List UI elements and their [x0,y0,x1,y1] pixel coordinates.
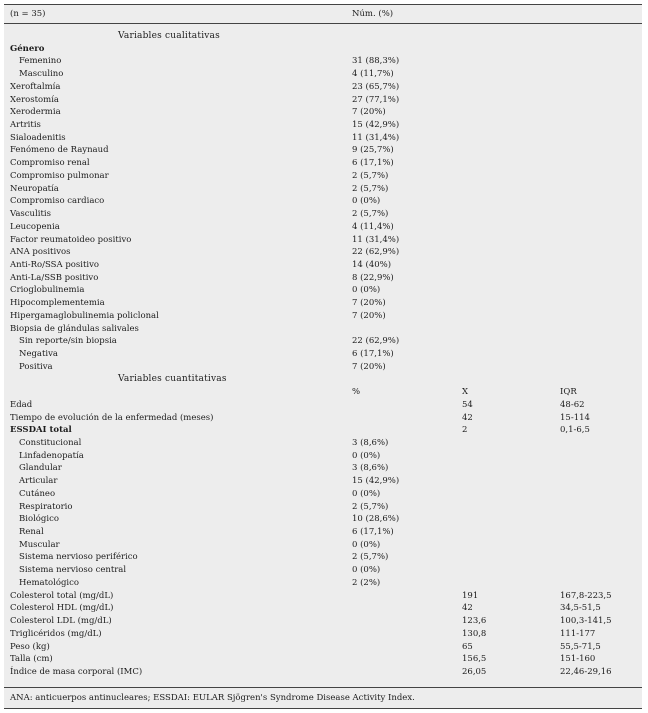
cell-count-percent: 7 (20%) [352,107,386,118]
cell-count-percent: % [352,387,361,398]
cell-mean: 54 [462,399,473,410]
table-row [4,335,642,348]
row-label: Xeroftalmía [10,81,61,92]
row-label: Triglicéridos (mg/dL) [10,628,102,639]
cell-mean: 26,05 [462,666,487,677]
table-row [4,488,642,501]
table-row [4,513,642,526]
row-label: Constitucional [19,438,82,448]
row-label: Anti-La/SSB positivo [10,272,99,283]
row-label: Sin reporte/sin biopsia [19,336,117,347]
table-row [4,475,642,488]
cell-count-percent: 8 (22,9%) [352,272,394,283]
table-body [4,30,642,679]
table-row [4,653,642,666]
row-label: Factor reumatoideo positivo [10,234,132,245]
cell-count-percent: 0 (0%) [352,565,381,576]
table-row [4,106,642,119]
table-row [4,424,642,437]
table-row [4,259,642,272]
cell-count-percent: 0 (0%) [352,196,381,207]
cell-count-percent: 6 (17,1%) [352,348,394,359]
cell-count-percent: 11 (31,4%) [352,132,400,143]
cell-count-percent: 0 (0%) [352,285,381,296]
footnote-text: ANA: anticuerpos antinucleares; ESSDAI: EULAR Sjögren's Syndrome Disease Activity Index. [10,693,415,703]
table-footnote [4,687,642,709]
row-label: Neuropatía [10,183,59,194]
cell-iqr: 34,5-51,5 [560,603,601,614]
row-label: Hipocomplementemia [10,298,105,309]
table-row [4,55,642,68]
row-label: Crioglobulinemia [10,285,85,296]
row-label: Sistema nervioso periférico [19,552,138,563]
cell-mean: 2 [462,425,468,436]
cell-count-percent: 2 (2%) [352,577,381,588]
row-label: Linfadenopatía [19,450,84,461]
table-row [4,208,642,221]
row-label: Fenómeno de Raynaud [10,145,109,156]
cell-mean: 65 [462,641,473,652]
data-table [4,4,642,709]
cell-mean: 123,6 [462,616,487,627]
table-row [4,183,642,196]
table-row [4,564,642,577]
table-row [4,94,642,107]
table-row [4,297,642,310]
row-label: Hipergamaglobulinemia policlonal [10,310,159,321]
table-row [4,246,642,259]
cell-count-percent: 23 (65,7%) [352,81,400,92]
cell-count-percent: 14 (40%) [352,259,392,270]
table-row [4,272,642,285]
table-row [4,361,642,374]
cell-iqr: 55,5-71,5 [560,641,601,652]
cell-iqr: 151-160 [560,654,596,665]
table-row [4,119,642,132]
cell-count-percent: 15 (42,9%) [352,120,400,131]
table-row [4,577,642,590]
row-label: Cutáneo [19,488,56,499]
table-row [4,399,642,412]
cell-count-percent: 9 (25,7%) [352,145,394,156]
table-row [4,310,642,323]
table-row [4,501,642,514]
row-label: Colesterol HDL (mg/dL) [10,603,114,614]
row-label: Negativa [19,348,58,359]
row-label: Vasculitis [10,209,51,220]
table-row [4,144,642,157]
cell-count-percent: 3 (8,6%) [352,438,389,448]
row-label: Edad [10,399,33,410]
table-row [4,602,642,615]
cell-iqr: 100,3-141,5 [560,616,612,627]
cell-iqr: 15-114 [560,412,590,423]
table-row [4,539,642,552]
table-row [4,386,642,399]
row-label: Colesterol total (mg/dL) [10,590,114,601]
row-label: Xerostomía [10,94,60,105]
row-label: Colesterol LDL (mg/dL) [10,616,112,627]
cell-iqr: 111-177 [560,628,596,639]
table-header [4,4,642,24]
table-row [4,615,642,628]
section-heading-row [4,30,642,43]
cell-count-percent: 31 (88,3%) [352,56,400,67]
row-label: Género [10,43,45,54]
row-label: ESSDAI total [10,425,72,436]
cell-count-percent: 3 (8,6%) [352,463,389,474]
row-label: Índice de masa corporal (IMC) [10,666,143,677]
row-label: Artritis [10,120,41,131]
cell-count-percent: 15 (42,9%) [352,476,400,487]
cell-iqr: 22,46-29,16 [560,666,612,677]
cell-count-percent: 11 (31,4%) [352,234,400,245]
row-label: Xerodermia [10,107,61,118]
cell-count-percent: 7 (20%) [352,310,386,321]
table-row [4,450,642,463]
table-row [4,666,642,679]
row-label: Biopsia de glándulas salivales [10,323,139,334]
cell-count-percent: 0 (0%) [352,539,381,550]
row-label: ANA positivos [10,247,71,258]
row-label: Articular [19,476,58,487]
row-label: Compromiso cardiaco [10,196,105,207]
row-label: Muscular [19,539,60,550]
cell-count-percent: 22 (62,9%) [352,247,400,258]
table-row [4,412,642,425]
row-label: Talla (cm) [10,654,53,665]
cell-mean: 42 [462,412,473,423]
row-label: Tiempo de evolución de la enfermedad (meses) [10,412,214,423]
row-label: Biológico [19,514,59,525]
row-label: Respiratorio [19,501,73,512]
cell-iqr: IQR [560,387,577,398]
table-row [4,590,642,603]
cell-count-percent: 7 (20%) [352,361,386,372]
cell-count-percent: 2 (5,7%) [352,170,389,181]
cell-count-percent: 6 (17,1%) [352,158,394,169]
cell-iqr: 0,1-6,5 [560,425,590,436]
table-row [4,437,642,450]
table-row [4,284,642,297]
row-label: Sistema nervioso central [19,565,127,576]
cell-count-percent: 10 (28,6%) [352,514,400,525]
table-row [4,195,642,208]
table-row [4,68,642,81]
table-row [4,462,642,475]
table-row [4,221,642,234]
section-title: Variables cualitativas [118,31,220,41]
table-row [4,526,642,539]
header-count-percent: Núm. (%) [352,9,394,19]
row-label: Hematológico [19,577,79,588]
table-row [4,234,642,247]
table-row [4,157,642,170]
cell-mean: 156,5 [462,654,487,665]
cell-count-percent: 0 (0%) [352,488,381,499]
row-label: Peso (kg) [10,641,50,652]
table-row [4,132,642,145]
cell-mean: X [462,387,469,398]
row-label: Anti-Ro/SSA positivo [10,259,100,270]
cell-mean: 130,8 [462,628,487,639]
cell-count-percent: 2 (5,7%) [352,552,389,563]
cell-count-percent: 4 (11,7%) [352,69,394,80]
table-row [4,628,642,641]
row-label: Compromiso renal [10,158,90,169]
row-label: Femenino [19,56,62,67]
cell-count-percent: 2 (5,7%) [352,209,389,220]
cell-mean: 191 [462,590,479,601]
cell-count-percent: 0 (0%) [352,450,381,461]
row-label: Leucopenia [10,221,60,232]
table-row [4,43,642,56]
section-heading-row [4,373,642,386]
row-label: Glandular [19,463,62,474]
table-row [4,81,642,94]
cell-count-percent: 27 (77,1%) [352,94,400,105]
table-row [4,551,642,564]
cell-mean: 42 [462,603,473,614]
row-label: Sialoadenitis [10,132,66,143]
table-row [4,641,642,654]
cell-count-percent: 22 (62,9%) [352,336,400,347]
row-label: Renal [19,527,44,538]
cell-count-percent: 2 (5,7%) [352,183,389,194]
cell-count-percent: 4 (11,4%) [352,221,394,232]
cell-count-percent: 7 (20%) [352,298,386,309]
cell-count-percent: 2 (5,7%) [352,501,389,512]
cell-iqr: 48-62 [560,399,585,410]
header-sample-size: (n = 35) [10,9,46,19]
table-row [4,348,642,361]
cell-iqr: 167,8-223,5 [560,590,612,601]
row-label: Masculino [19,69,64,80]
cell-count-percent: 6 (17,1%) [352,527,394,538]
table-row [4,323,642,336]
table-row [4,170,642,183]
row-label: Positiva [19,361,53,372]
row-label: Compromiso pulmonar [10,170,109,181]
section-title: Variables cuantitativas [118,374,227,385]
